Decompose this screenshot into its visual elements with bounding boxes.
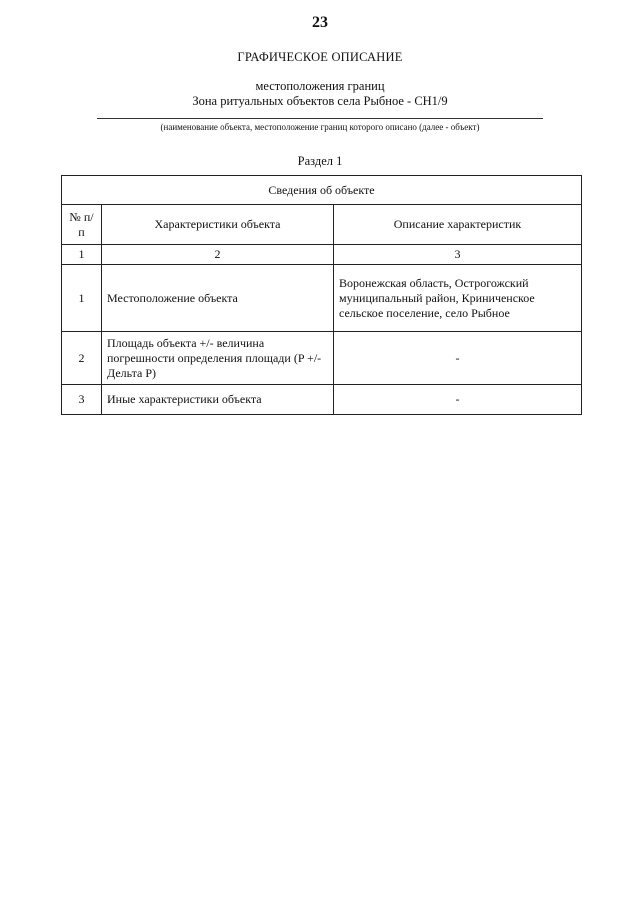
- document-subtitle-line2: Зона ритуальных объектов села Рыбное - СН1/9: [192, 94, 448, 108]
- header-characteristic: Характеристики объекта: [102, 205, 334, 245]
- title-underline: [97, 118, 543, 119]
- row-description: -: [334, 332, 582, 385]
- table-caption: Сведения об объекте: [62, 176, 582, 205]
- table-row: [62, 332, 582, 385]
- row-number: 1: [62, 265, 102, 332]
- page-number: 23: [312, 14, 328, 31]
- document-subtitle-line1: местоположения границ: [255, 79, 385, 93]
- section-title: Раздел 1: [297, 154, 343, 168]
- row-description: Воронежская область, Острогожский муниципальный район, Криниченское сельское поселение, село Рыбное: [334, 265, 582, 332]
- row-characteristic: Площадь объекта +/- величина погрешности определения площади (P +/- Дельта P): [102, 332, 334, 385]
- column-number: 3: [334, 245, 582, 265]
- table-row: [62, 385, 582, 415]
- table-header-row: [62, 205, 582, 245]
- column-number: 2: [102, 245, 334, 265]
- row-number: 2: [62, 332, 102, 385]
- table-row: [62, 265, 582, 332]
- object-name-caption: (наименование объекта, местоположение границ которого описано (далее - объект): [160, 122, 480, 132]
- row-description: -: [334, 385, 582, 415]
- document-title: ГРАФИЧЕСКОЕ ОПИСАНИЕ: [237, 50, 403, 64]
- header-description: Описание характеристик: [334, 205, 582, 245]
- column-number-row: [62, 245, 582, 265]
- row-characteristic: Иные характеристики объекта: [102, 385, 334, 415]
- object-info-table: [61, 175, 582, 415]
- column-number: 1: [62, 245, 102, 265]
- header-number: № п/п: [62, 205, 102, 245]
- row-number: 3: [62, 385, 102, 415]
- row-characteristic: Местоположение объекта: [102, 265, 334, 332]
- table-caption-row: [62, 176, 582, 205]
